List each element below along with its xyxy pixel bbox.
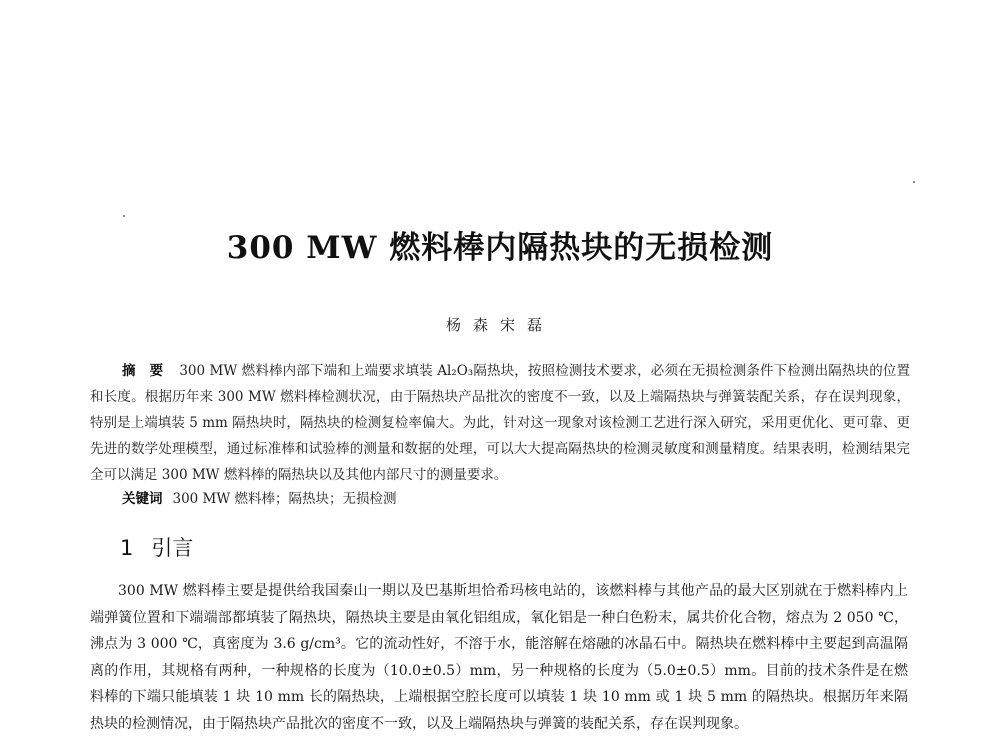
- scan-speck: [123, 215, 125, 217]
- paper-title: 300 MW 燃料棒内隔热块的无损检测: [226, 230, 774, 266]
- abstract-label: 摘要: [122, 363, 178, 379]
- section-number: 1: [120, 536, 134, 560]
- section-title: 引言: [151, 536, 194, 560]
- paper-authors: 杨森宋磊: [445, 316, 554, 334]
- abstract-text: 300 MW 燃料棒内部下端和上端要求填装 Al₂O₃隔热块，按照检测技术要求，必须在无损检测条件下检测出隔热块的位置和长度。根据历年来 300 MW 燃料棒检测状况，由于隔热块产品批次的密度不一致，以及上端隔热块与弹簧装配关系，存在误判现象，特别是上端填装 5 mm 隔热块时，隔热块的检测复检率偏大。为此，针对这一现象对该检测工艺进行深入研究，采用更优化、更可靠、更先进的数学处理模型，通过标准棒和试验棒的测量和数据的处理，可以大大提高隔热块的检测灵敏度和测量精度。结果表明，检测结果完全可以满足 300 MW 燃料棒的隔热块以及其他内部尺寸的测量要求。: [90, 363, 911, 483]
- section-heading: [120, 532, 193, 562]
- keywords: [122, 487, 397, 507]
- abstract: [90, 358, 910, 488]
- keywords-text: 300 MW 燃料棒；隔热块；无损检测: [172, 491, 397, 507]
- scan-speck: [913, 181, 915, 183]
- keywords-label: 关键词: [122, 491, 163, 507]
- introduction-paragraph: 300 MW 燃料棒主要是提供给我国秦山一期以及巴基斯坦恰希玛核电站的，该燃料棒与其他产品的最大区别就在于燃料棒内上端弹簧位置和下端端部都填装了隔热块，隔热块主要是由氧化铝组成，氧化铝是一种白色粉末，属共价化合物，熔点为 2 050 ℃，沸点为 3 000 ℃，真密度为 3.6 g/cm³。它的流动性好，不溶于水，能溶解在熔融的冰晶石中。隔热块在燃料棒中主要起到高温隔离的作用，其规格有两种，一种规格的长度为（10.0±0.5）mm，另一种规格的长度为（5.0±0.5）mm。目前的技术条件是在燃料棒的下端只能填装 1 块 10 mm 长的隔热块，上端根据空腔长度可以填装 1 块 10 mm 或 1 块 5 mm 的隔热块。根据历年来隔热块的检测情况，由于隔热块产品批次的密度不一致，以及上端隔热块与弹簧的装配关系，存在误判现象。: [90, 583, 908, 732]
